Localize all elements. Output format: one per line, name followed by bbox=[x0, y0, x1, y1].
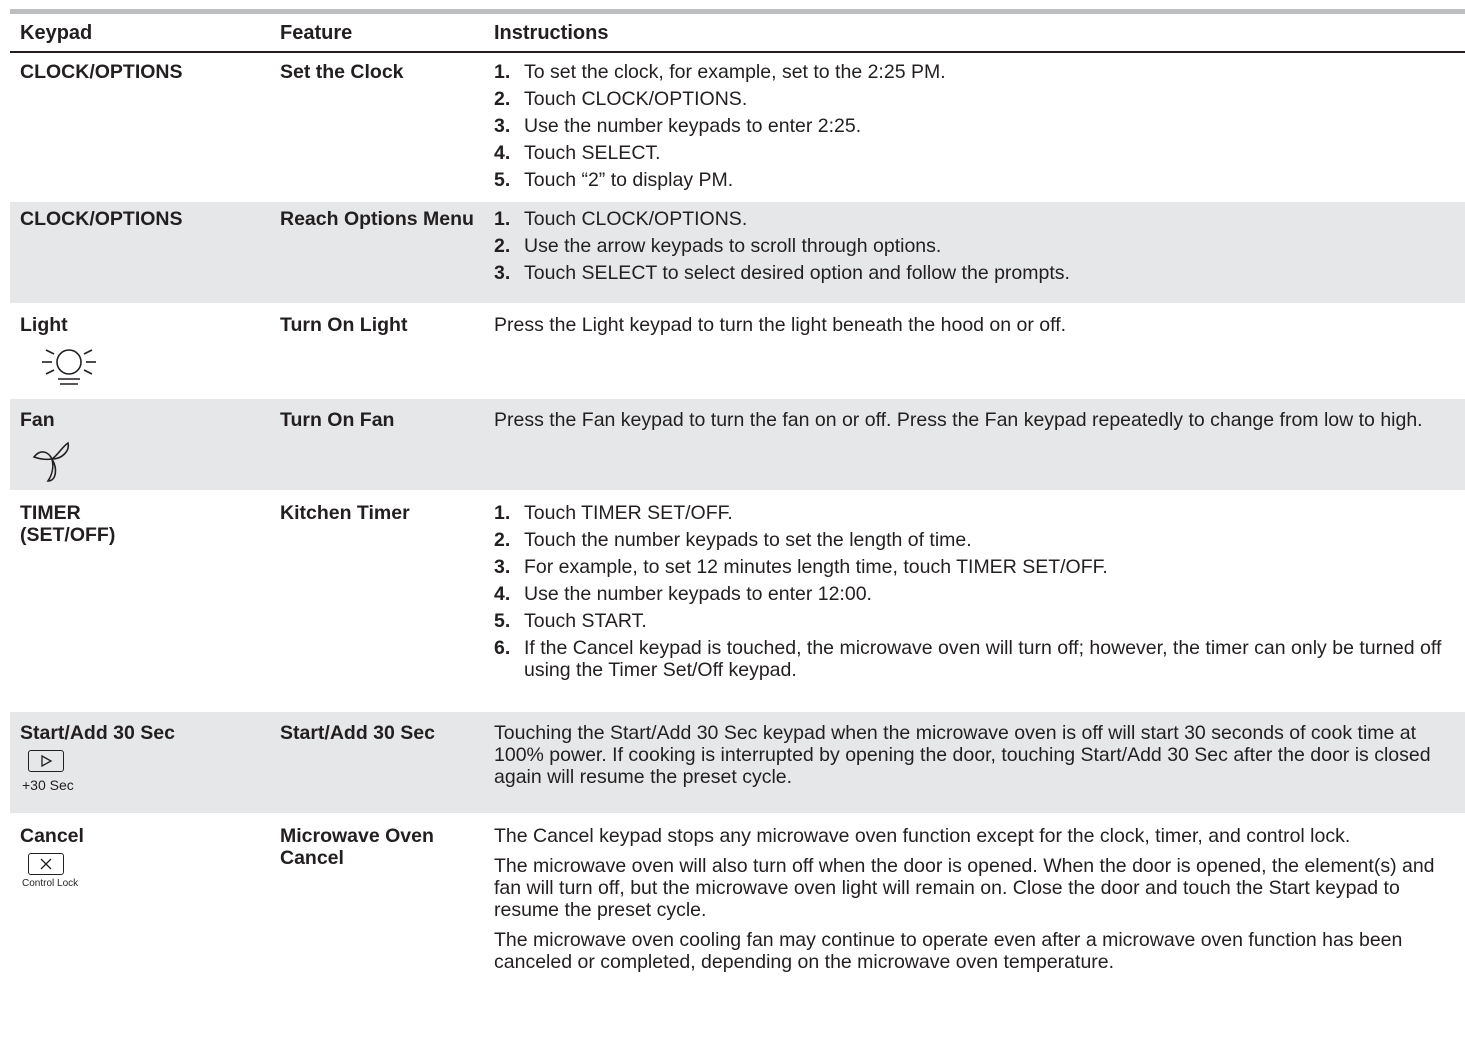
table-row bbox=[10, 398, 1465, 491]
step-item: 1. Touch TIMER SET/OFF. bbox=[494, 502, 733, 524]
keypad-cell bbox=[10, 491, 270, 711]
instructions-cell bbox=[484, 711, 1465, 814]
step-item: 4. Touch SELECT. bbox=[494, 142, 661, 164]
table-header-row bbox=[10, 16, 1465, 52]
keypad-cell bbox=[10, 398, 270, 491]
keypad-label: Light bbox=[20, 314, 68, 336]
instructions-cell bbox=[484, 201, 1465, 304]
step-item: 1. Touch CLOCK/OPTIONS. bbox=[494, 208, 748, 230]
table-row bbox=[10, 491, 1465, 711]
step-item: 6. If the Cancel keypad is touched, the microwave oven will turn off; however, the timer can only be turned off using the Timer Set/Off keypad. bbox=[494, 637, 1442, 681]
feature-cell: Kitchen Timer bbox=[270, 491, 484, 711]
light-bulb-icon bbox=[28, 342, 260, 397]
step-item: 5. Touch “2” to display PM. bbox=[494, 169, 734, 191]
table-row bbox=[10, 52, 1465, 201]
table-row bbox=[10, 814, 1465, 973]
step-item: 3. For example, to set 12 minutes length time, touch TIMER SET/OFF. bbox=[494, 556, 1108, 578]
keypad-icon-label: Control Lock bbox=[22, 878, 79, 889]
instruction-paragraph: Touching the Start/Add 30 Sec keypad when the microwave oven is off will start 30 seconds of cook time at 100% power. If cooking is interrupted by opening the door, touching Start/Add 30 Sec after the door is closed again will resume the preset cycle. bbox=[494, 722, 1431, 788]
keypad-cell bbox=[10, 814, 270, 973]
keypad-cell bbox=[10, 304, 270, 398]
header-feature: Feature bbox=[270, 16, 484, 52]
instruction-paragraph: Press the Light keypad to turn the light beneath the hood on or off. bbox=[494, 314, 1067, 336]
table-row bbox=[10, 201, 1465, 304]
instructions-cell bbox=[484, 814, 1465, 973]
feature-cell: Turn On Light bbox=[270, 304, 484, 398]
keypad-label: Cancel bbox=[20, 825, 84, 847]
header-keypad: Keypad bbox=[10, 16, 270, 52]
keypad-label: Fan bbox=[20, 409, 55, 431]
step-item: 2. Touch the number keypads to set the length of time. bbox=[494, 529, 972, 551]
table-row bbox=[10, 711, 1465, 814]
feature-cell: Turn On Fan bbox=[270, 398, 484, 491]
instruction-paragraph: The Cancel keypad stops any microwave oven function except for the clock, timer, and control lock. bbox=[494, 825, 1351, 847]
instruction-paragraph: The microwave oven will also turn off when the door is opened. When the door is opened, the element(s) and fan will turn off, but the microwave oven light will remain on. Close the door and touch the Start keypad to resume the preset cycle. bbox=[494, 855, 1435, 921]
instruction-paragraph: Press the Fan keypad to turn the fan on or off. Press the Fan keypad repeatedly to change from low to high. bbox=[494, 409, 1423, 431]
keypad-icon-label: +30 Sec bbox=[22, 777, 74, 793]
feature-cell: Set the Clock bbox=[270, 52, 484, 201]
close-icon bbox=[28, 853, 64, 875]
fan-icon bbox=[28, 437, 260, 490]
feature-cell: Microwave Oven Cancel bbox=[270, 814, 484, 973]
keypad-table bbox=[10, 16, 1465, 973]
table-row bbox=[10, 304, 1465, 398]
step-item: 3. Touch SELECT to select desired option and follow the prompts. bbox=[494, 262, 1070, 284]
step-item: 1. To set the clock, for example, set to the 2:25 PM. bbox=[494, 61, 946, 83]
feature-cell: Reach Options Menu bbox=[270, 201, 484, 304]
keypad-cell: CLOCK/OPTIONS bbox=[10, 201, 270, 304]
instructions-cell bbox=[484, 52, 1465, 201]
step-item: 4. Use the number keypads to enter 12:00. bbox=[494, 583, 872, 605]
keypad-label: TIMER (SET/OFF) bbox=[20, 502, 116, 546]
instructions-cell bbox=[484, 398, 1465, 491]
header-instructions: Instructions bbox=[484, 16, 1465, 52]
instructions-cell bbox=[484, 491, 1465, 711]
step-item: 5. Touch START. bbox=[494, 610, 647, 632]
step-item: 2. Use the arrow keypads to scroll through options. bbox=[494, 235, 942, 257]
keypad-cell: CLOCK/OPTIONS bbox=[10, 52, 270, 201]
instruction-paragraph: The microwave oven cooling fan may continue to operate even after a microwave oven function has been canceled or completed, depending on the microwave oven temperature. bbox=[494, 929, 1403, 973]
step-item: 2. Touch CLOCK/OPTIONS. bbox=[494, 88, 748, 110]
feature-cell: Start/Add 30 Sec bbox=[270, 711, 484, 814]
step-item: 3. Use the number keypads to enter 2:25. bbox=[494, 115, 862, 137]
top-rule bbox=[10, 9, 1465, 14]
play-icon bbox=[28, 750, 64, 772]
keypad-label: Start/Add 30 Sec bbox=[20, 722, 175, 744]
instructions-cell bbox=[484, 304, 1465, 398]
keypad-cell bbox=[10, 711, 270, 814]
